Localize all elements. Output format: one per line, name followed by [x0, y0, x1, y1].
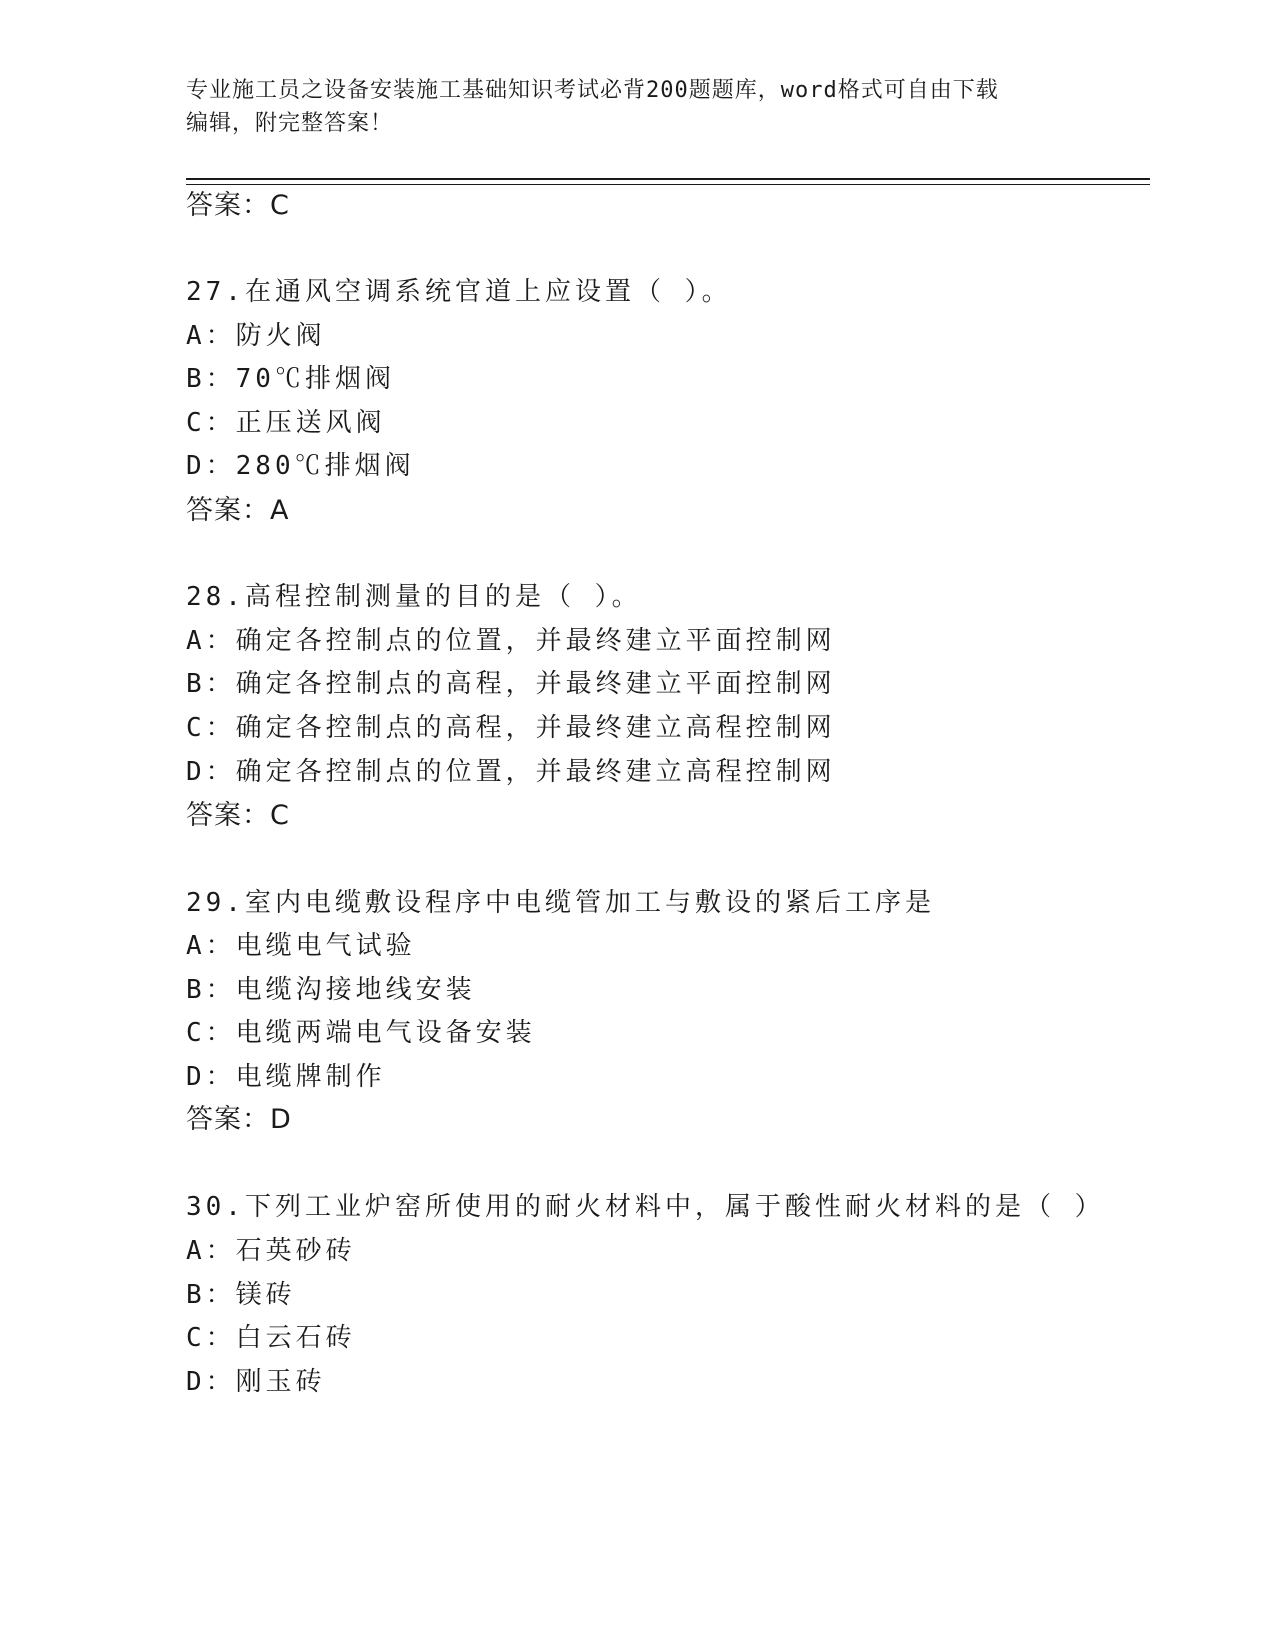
question-option: C：白云石砖 [186, 1323, 356, 1353]
question-option: A：防火阀 [186, 321, 326, 351]
header-line-2: 编辑，附完整答案！ [186, 111, 394, 136]
question-stem: 27.在通风空调系统官道上应设置（ ）。 [186, 277, 732, 307]
question-stem: 29.室内电缆敷设程序中电缆管加工与敷设的紧后工序是 [186, 888, 935, 918]
question-answer: 答案：A [186, 495, 290, 526]
question-option: D：电缆牌制作 [186, 1062, 386, 1092]
question-answer: 答案：D [186, 1104, 292, 1135]
question-option: A：电缆电气试验 [186, 931, 416, 961]
question-option: B：镁砖 [186, 1280, 296, 1310]
previous-answer: 答案：C [186, 190, 290, 221]
question-option: D：确定各控制点的位置，并最终建立高程控制网 [186, 757, 836, 787]
header-line-1: 专业施工员之设备安装施工基础知识考试必背200题题库，word格式可自由下载 [186, 78, 999, 103]
question-option: C：电缆两端电气设备安装 [186, 1018, 536, 1048]
question-option: D：刚玉砖 [186, 1367, 326, 1397]
question-option: B：70℃排烟阀 [186, 364, 395, 394]
document-header [186, 74, 1066, 140]
question-option: C：正压送风阀 [186, 408, 386, 438]
header-rule-thick [186, 178, 1150, 180]
question-option: A：石英砂砖 [186, 1236, 356, 1266]
question-option: B：确定各控制点的高程，并最终建立平面控制网 [186, 669, 836, 699]
question-stem: 30.下列工业炉窑所使用的耐火材料中，属于酸性耐火材料的是（ ） [186, 1192, 1105, 1222]
question-option: A：确定各控制点的位置，并最终建立平面控制网 [186, 626, 836, 656]
question-option: D：280℃排烟阀 [186, 451, 415, 481]
header-rule-thin [186, 184, 1150, 185]
question-answer: 答案：C [186, 800, 290, 831]
question-option: C：确定各控制点的高程，并最终建立高程控制网 [186, 713, 836, 743]
question-option: B：电缆沟接地线安装 [186, 975, 476, 1005]
question-stem: 28.高程控制测量的目的是（ ）。 [186, 582, 642, 612]
